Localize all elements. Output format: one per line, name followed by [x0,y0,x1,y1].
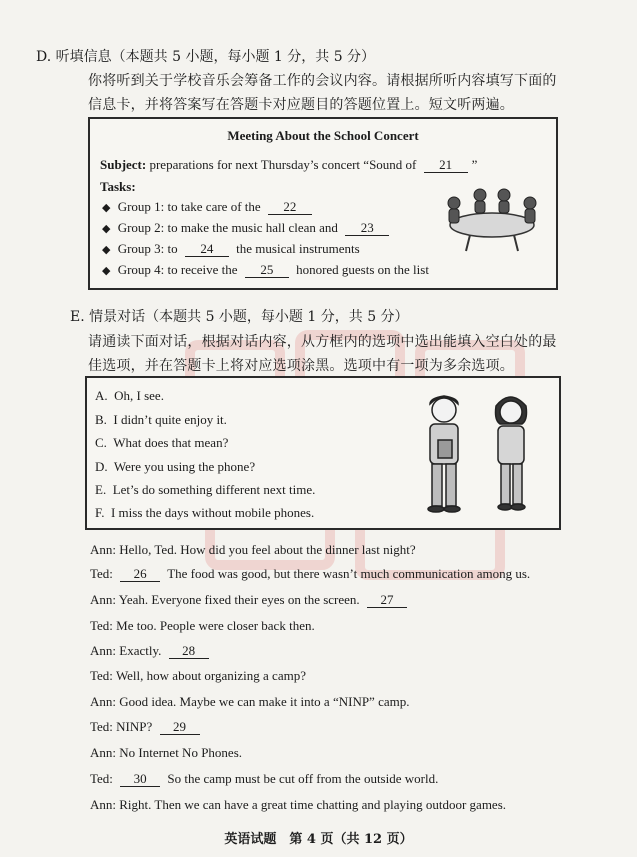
dialogue-line-9: Ann: No Internet No Phones. [90,745,243,760]
blank-22: 22 [268,200,312,215]
blank-25: 25 [245,263,289,278]
dialogue-line-11: Ann: Right. Then we can have a great time chatting and playing outdoor games. [90,797,507,812]
task-3-text: Group 3: to [117,241,178,256]
option-d: D. Were you using the phone? [95,459,256,474]
dialogue-line-6: Ted: Well, how about organizing a camp? [90,668,306,683]
diamond-bullet-icon: ◆ [102,265,111,277]
task-row-4 [102,262,429,278]
info-card [88,117,558,290]
option-e: E. Let’s do something different next time. [95,482,316,497]
boy-and-girl-illustration [412,388,547,518]
diamond-bullet-icon: ◆ [102,202,111,214]
blank-27: 27 [367,593,407,608]
dialogue-line-5: Ann: Exactly. 28 [90,643,213,659]
tasks-label: Tasks: [100,179,136,194]
blank-21: 21 [424,158,468,173]
task-3-post: the musical instruments [236,241,360,256]
option-b: B. I didn’t quite enjoy it. [95,412,227,427]
blank-23: 23 [345,221,389,236]
options-box [85,376,561,530]
section-e-label: E. [70,309,85,325]
subject-text: preparations for next Thursday’s concert “Sound of [149,157,417,172]
option-f: F. I miss the days without mobile phones. [95,505,315,520]
dialogue-line-7: Ann: Good idea. Maybe we can make it into a “NINP” camp. [90,694,410,709]
subject-close-quote: ” [471,157,478,172]
task-2-text: Group 2: to make the music hall clean and [117,220,338,235]
task-row-2 [102,220,393,236]
task-row-3 [102,241,360,257]
dialogue-line-8: Ted: NINP? 29 [90,719,204,735]
task-row-1 [102,199,316,215]
blank-29: 29 [160,720,200,735]
meeting-table-illustration [442,183,542,253]
blank-30: 30 [120,772,160,787]
dialogue-line-10: Ted: 30 So the camp must be cut off from the outside world. [90,771,439,786]
section-e-instruction-1: 请通读下面对话，根据对话内容，从方框内的选项中选出能填入空白处的最 [88,334,557,350]
subject-label: Subject: [100,157,147,172]
section-d-title: 听填信息（本题共 5 小题，每小题 1 分，共 5 分） [55,49,376,65]
section-e-instruction-2: 佳选项，并在答题卡上将对应选项涂黑。选项中有一项为多余选项。 [88,358,514,374]
option-c: C. What does that mean? [95,435,229,450]
dialogue-line-3: Ann: Yeah. Everyone fixed their eyes on the screen. 27 [90,592,411,608]
info-card-title: Meeting About the School Concert [227,128,419,143]
blank-26: 26 [120,567,160,582]
dialogue-line-2: Ted: 26 The food was good, but there wasn’t much communication among us. [90,566,531,581]
diamond-bullet-icon: ◆ [102,223,111,235]
diamond-bullet-icon: ◆ [102,244,111,256]
section-d-heading [36,46,375,66]
section-d-instruction-2: 信息卡，并将答案写在答题卡对应题目的答题位置上。短文听两遍。 [88,97,514,113]
section-d-instruction-1: 你将听到关于学校音乐会筹备工作的会议内容。请根据所听内容填写下面的 [88,73,557,89]
section-e-heading [70,306,409,326]
task-1-text: Group 1: to take care of the [117,199,261,214]
page-footer: 英语试题 第 4 页（共 12 页） [224,832,413,847]
option-a: A. Oh, I see. [95,388,164,403]
task-4-post: honored guests on the list [296,262,429,277]
section-d-label: D. [36,49,52,65]
subject-line [100,157,477,173]
blank-28: 28 [169,644,209,659]
blank-24: 24 [185,242,229,257]
task-4-text: Group 4: to receive the [117,262,238,277]
dialogue-line-1: Ann: Hello, Ted. How did you feel about the dinner last night? [90,542,416,557]
dialogue-line-4: Ted: Me too. People were closer back then. [90,618,315,633]
section-e-title: 情景对话（本题共 5 小题，每小题 1 分，共 5 分） [89,309,409,325]
